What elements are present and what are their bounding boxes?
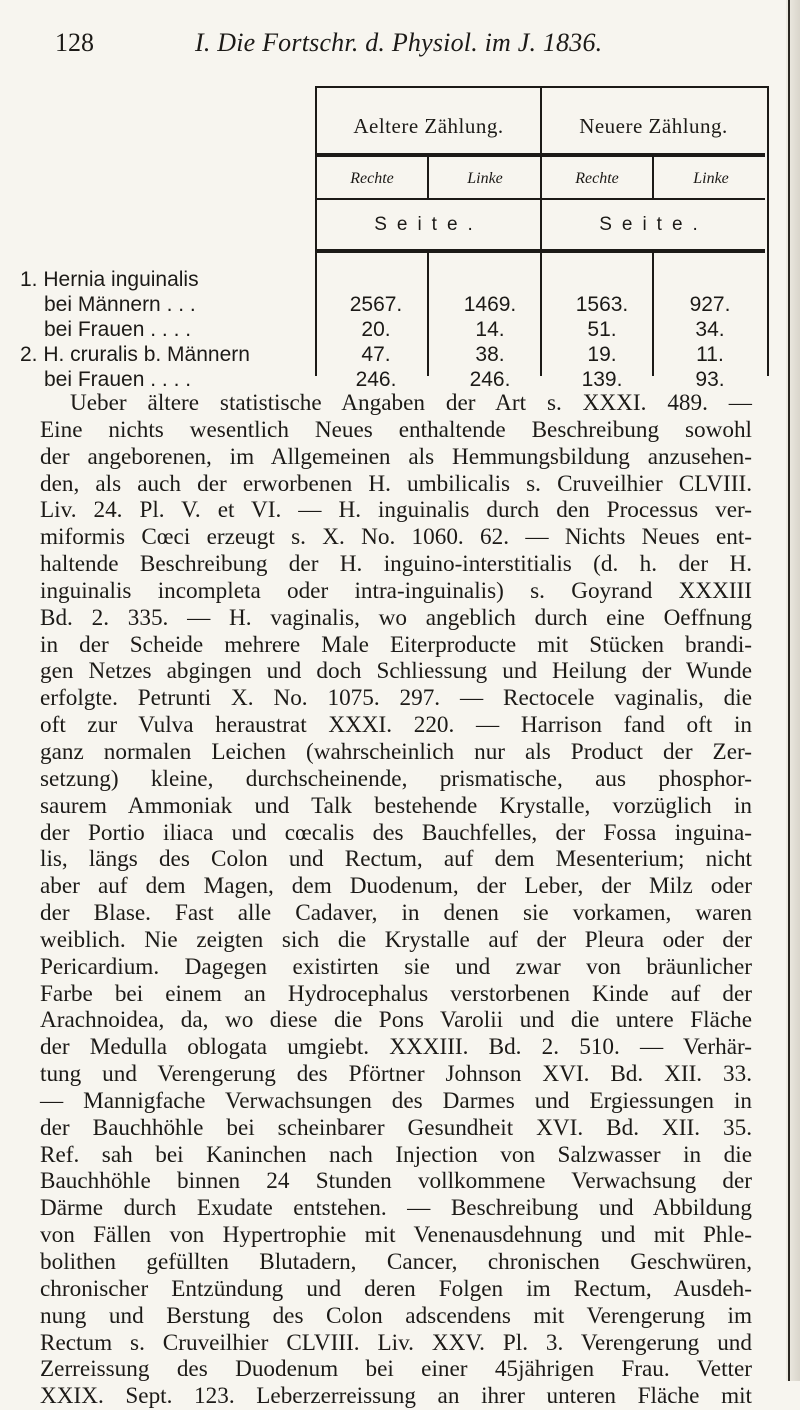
table-cell: 927.	[689, 293, 731, 316]
text-line: Farbe bei einem an Hydrocephalus verstorbenen Kinde auf der	[40, 980, 752, 1007]
text-line: Bd. 2. 335. — H. vaginalis, wo angeblich durch eine Oeffnung	[40, 604, 752, 631]
text-line: nung und Berstung des Colon adscendens mit Verengerung im	[40, 1302, 752, 1329]
row-label: bei Frauen . . . .	[44, 318, 192, 341]
table-cell: 246.	[355, 368, 397, 391]
text-line: Pericardium. Dagegen existirten sie und zwar von bräunlicher	[40, 953, 752, 980]
text-line: Arachnoidea, da, wo diese die Pons Varolii und die untere Fläche	[40, 1007, 752, 1034]
text-line: — Mannigfache Verwachsungen des Darmes und Ergiessungen in	[40, 1087, 752, 1114]
body-paragraph	[40, 390, 752, 1410]
sides-rule	[317, 198, 765, 200]
page-header	[55, 28, 755, 58]
text-line: XXIX. Sept. 123. Leberzerreissung an ihrer unteren Fläche mit	[40, 1383, 752, 1410]
table-cell: 38.	[475, 343, 505, 366]
group-header-new: Neuere Zählung.	[579, 114, 728, 138]
text-line: den, als auch der erworbenen H. umbilicalis s. Cruveilhier CLVIII.	[40, 470, 752, 497]
table-cell: 14.	[475, 318, 505, 341]
table-cell: 139.	[581, 368, 623, 391]
text-line: der Portio iliaca und cœcalis des Bauchfelles, der Fossa inguina-	[40, 819, 752, 846]
text-line: der Medulla oblogata umgiebt. XXXIII. Bd. 2. 510. — Verhär-	[40, 1034, 752, 1061]
table-cell: 2567.	[349, 293, 403, 316]
text-line: inguinalis incompleta oder intra-inguinalis) s. Goyrand XXXIII	[40, 577, 752, 604]
page-number: 128	[55, 28, 94, 57]
row-label: bei Männern . . .	[44, 293, 196, 316]
header-rule	[317, 153, 765, 157]
table-cell: 246.	[469, 368, 511, 391]
statistics-table	[20, 86, 740, 391]
table-cell: 19.	[587, 343, 617, 366]
text-line: tung und Verengerung des Pförtner Johnson XVI. Bd. XII. 33.	[40, 1061, 752, 1088]
table-cell: 47.	[361, 343, 391, 366]
table-cell: 1563.	[575, 293, 629, 316]
seite-label-old: Seite.	[374, 214, 483, 235]
text-line: Eine nichts wesentlich Neues enthaltende Beschreibung sowohl	[40, 416, 752, 443]
table-cell: 34.	[695, 318, 725, 341]
text-line: Rectum s. Cruveilhier CLVIII. Liv. XXV. Pl. 3. Verengerung und	[40, 1329, 752, 1356]
text-line: haltende Beschreibung der H. inguino-interstitialis (d. h. der H.	[40, 551, 752, 578]
table-cell: 93.	[695, 368, 725, 391]
seite-label-new: Seite.	[599, 214, 708, 235]
text-line: miformis Cœci erzeugt s. X. No. 1060. 62. — Nichts Neues ent-	[40, 524, 752, 551]
table-cell: 11.	[696, 343, 724, 366]
side-left-old: Linke	[467, 170, 503, 187]
table-cell: 51.	[587, 318, 617, 341]
text-line: Ueber ältere statistische Angaben der Art s. XXXI. 489. —	[70, 390, 752, 416]
text-line: erfolgte. Petrunti X. No. 1075. 297. — Rectocele vaginalis, die	[40, 685, 752, 712]
side-right-new: Rechte	[575, 170, 619, 187]
text-line: in der Scheide mehrere Male Eiterproducte mit Stücken brandi-	[40, 631, 752, 658]
text-line: setzung) kleine, durchscheinende, prismatische, aus phosphor-	[40, 765, 752, 792]
text-line: lis, längs des Colon und Rectum, auf dem Mesenterium; nicht	[40, 846, 752, 873]
text-line: Liv. 24. Pl. V. et VI. — H. inguinalis durch den Processus ver-	[40, 497, 752, 524]
text-line: aber auf dem Magen, dem Duodenum, der Leber, der Milz oder	[40, 873, 752, 900]
row-label-hernia-inguinalis: 1. Hernia inguinalis	[20, 268, 199, 291]
side-left-new: Linke	[693, 170, 729, 187]
text-line: von Fällen von Hypertrophie mit Venenausdehnung und mit Phle-	[40, 1222, 752, 1249]
text-line: saurem Ammoniak und Talk bestehende Krystalle, vorzüglich in	[40, 792, 752, 819]
subdivider-new	[652, 156, 654, 198]
text-line: chronischer Entzündung und deren Folgen im Rectum, Ausdeh-	[40, 1275, 752, 1302]
side-right-old: Rechte	[350, 170, 394, 187]
text-line: Ref. sah bei Kaninchen nach Injection von Salzwasser in die	[40, 1141, 752, 1168]
subdivider-old	[427, 156, 429, 198]
text-line: gen Netzes abgingen und doch Schliessung und Heilung der Wunde	[40, 658, 752, 685]
text-line: der angeborenen, im Allgemeinen als Hemmungsbildung anzusehen-	[40, 443, 752, 470]
text-line: der Blase. Fast alle Cadaver, in denen sie vorkamen, waren	[40, 900, 752, 927]
table-top-rule	[317, 86, 767, 88]
text-line: Bauchhöhle binnen 24 Stunden vollkommene Verwachsung der	[40, 1168, 752, 1195]
text-line: bolithen gefüllten Blutadern, Cancer, chronischen Geschwüren,	[40, 1249, 752, 1275]
table-cell: 20.	[361, 318, 391, 341]
row-label: bei Frauen . . . .	[44, 368, 192, 391]
text-line: der Bauchhöhle bei scheinbarer Gesundheit XVI. Bd. XII. 35.	[40, 1114, 752, 1141]
page-edge-line	[788, 0, 790, 1381]
group-header-old: Aeltere Zählung.	[353, 114, 504, 138]
text-line: weiblich. Nie zeigten sich die Krystalle auf der Pleura oder der	[40, 926, 752, 953]
row-label-hernia-cruralis: 2. H. cruralis b. Männern	[20, 343, 250, 366]
table-cell: 1469.	[463, 293, 517, 316]
text-line: oft zur Vulva heraustrat XXXI. 220. — Harrison fand oft in	[40, 712, 752, 739]
seite-rule	[317, 249, 765, 253]
text-line: Därme durch Exudate entstehen. — Beschreibung und Abbildung	[40, 1195, 752, 1222]
running-head: I. Die Fortschr. d. Physiol. im J. 1836.	[195, 28, 603, 57]
text-line: ganz normalen Leichen (wahrscheinlich nur als Product der Zer-	[40, 738, 752, 765]
text-line: Zerreissung des Duodenum bei einer 45jährigen Frau. Vetter	[40, 1356, 752, 1383]
